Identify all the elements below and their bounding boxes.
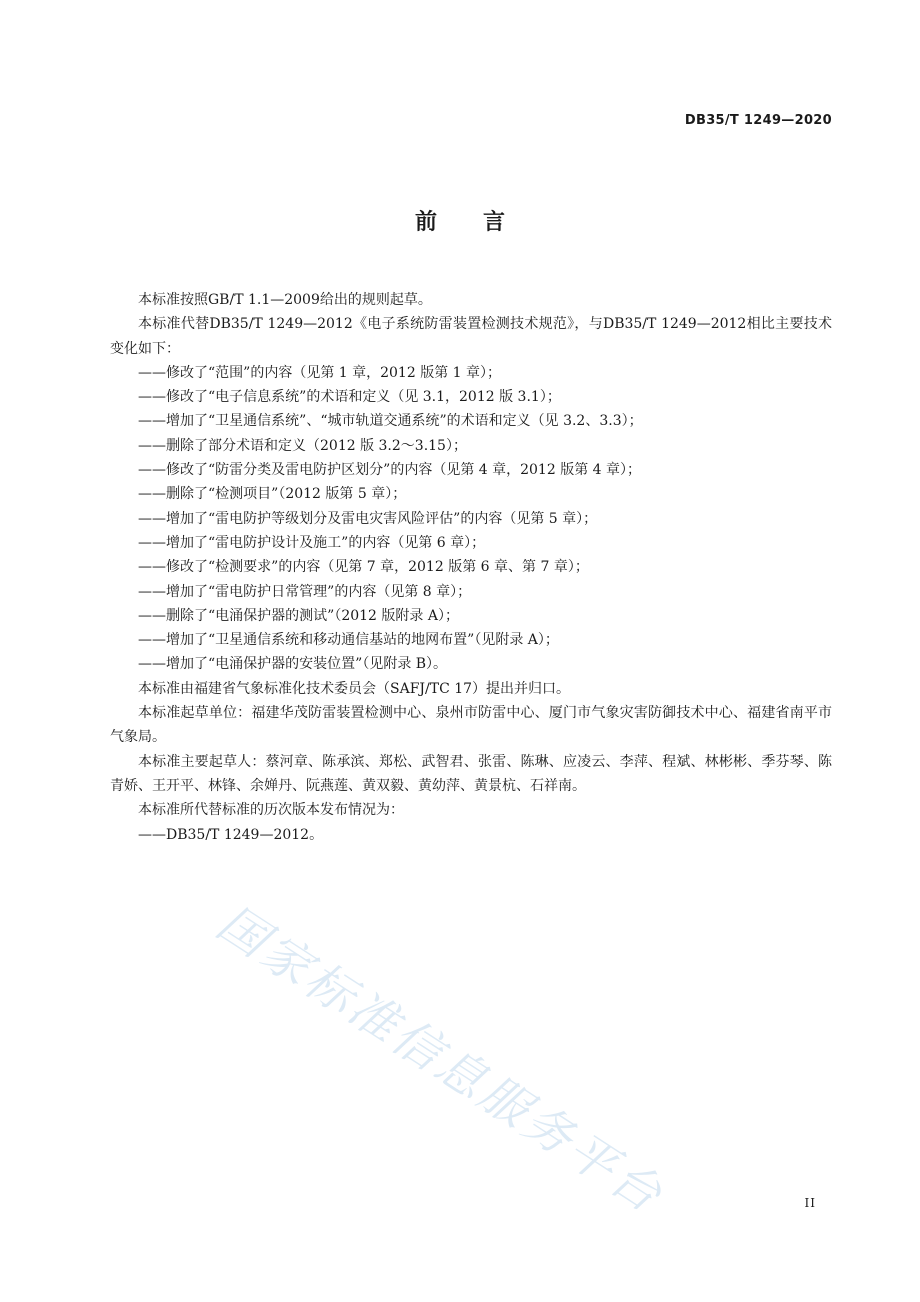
document-code: DB35/T 1249—2020 [684,113,832,128]
change-item: ——删除了“检测项目”（2012 版第 5 章）； [138,486,407,503]
page-title [0,205,920,236]
paragraph-drafting-rules: 本标准按照GB/T 1.1—2009给出的规则起草。 [138,292,432,308]
change-item: ——增加了“卫星通信系统”、“城市轨道交通系统”的术语和定义（见 3.2、3.3）； [138,413,643,430]
change-item: ——删除了部分术语和定义（2012 版 3.2～3.15）； [138,437,467,454]
paragraph-proposer: 本标准由福建省气象标准化技术委员会（SAFJ/TC 17）提出并归口。 [138,680,571,697]
document-body [110,288,832,847]
change-item: ——增加了“电涌保护器的安装位置”（见附录 B）。 [138,656,448,673]
title-char-2: 言 [483,210,506,235]
history-item: ——DB35/T 1249—2012。 [138,826,324,843]
change-item: ——增加了“雷电防护日常管理”的内容（见第 8 章）； [138,583,472,600]
paragraph-replacement: 本标准代替DB35/T 1249—2012《电子系统防雷装置检测技术规范》，与DB35/T 1249—2012相比主要技术变化如下： [110,316,832,357]
title-char-1: 前 [414,210,437,235]
paragraph-drafting-units: 本标准起草单位：福建华茂防雷装置检测中心、泉州市防雷中心、厦门市气象灾害防御技术中心、福建省南平市气象局。 [110,705,832,746]
change-item: ——增加了“雷电防护等级划分及雷电灾害风险评估”的内容（见第 5 章）； [138,510,598,527]
change-item: ——修改了“防雷分类及雷电防护区划分”的内容（见第 4 章，2012 版第 4 章）； [138,462,642,479]
change-item: ——删除了“电涌保护器的测试”（2012 版附录 A）； [138,607,459,624]
change-item: ——增加了“卫星通信系统和移动通信基站的地网布置”（见附录 A）； [138,632,559,649]
watermark: 国家标准信息服务平台 [207,894,674,1225]
change-item: ——修改了“范围”的内容（见第 1 章，2012 版第 1 章）； [138,364,502,381]
paragraph-drafters: 本标准主要起草人：蔡河章、陈承滨、郑松、武智君、张雷、陈琳、应凌云、李萍、程斌、林彬彬、季芬琴、陈青娇、王开平、林锋、余婵丹、阮燕莲、黄双毅、黄幼萍、黄景杭、石祥南。 [110,753,832,794]
paragraph-history-intro: 本标准所代替标准的历次版本发布情况为： [138,802,404,819]
page-number: II [804,1196,816,1210]
change-item: ——增加了“雷电防护设计及施工”的内容（见第 6 章）； [138,534,486,551]
change-item: ——修改了“检测要求”的内容（见第 7 章，2012 版第 6 章、第 7 章）； [138,559,589,576]
change-item: ——修改了“电子信息系统”的术语和定义（见 3.1，2012 版 3.1）； [138,389,561,406]
